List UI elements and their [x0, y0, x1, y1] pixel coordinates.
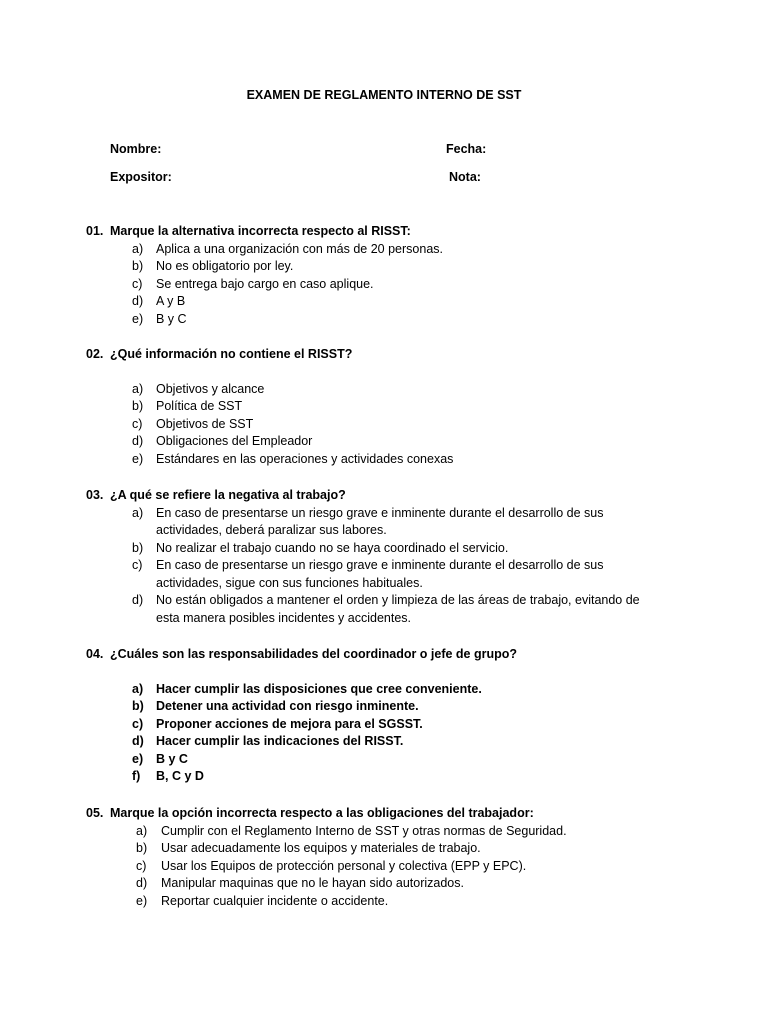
option-b: b) No es obligatorio por ley. [132, 259, 294, 273]
option-e: e) Reportar cualquier incidente o accidente. [136, 893, 389, 908]
option-b: b) Detener una actividad con riesgo inminente. [132, 699, 419, 713]
question-text: ¿Qué información no contiene el RISST? [110, 347, 353, 361]
option-a: a) En caso de presentarse un riesgo grave e inminente durante el desarrollo de sus actividades, deberá paralizar sus labores. [132, 505, 604, 537]
question-number: 04. [86, 647, 104, 661]
option-d: d) A y B [132, 294, 186, 308]
question-number: 01. [86, 224, 104, 238]
option-d: d) Obligaciones del Empleador [132, 434, 313, 448]
question-text: Marque la alternativa incorrecta respecto al RISST: [110, 224, 411, 238]
question-number: 02. [86, 347, 104, 361]
option-b: b) No realizar el trabajo cuando no se haya coordinado el servicio. [132, 540, 509, 555]
option-f: f) B, C y D [132, 769, 204, 783]
nombre-label: Nombre: [110, 142, 162, 156]
option-c: c) Usar los Equipos de protección personal y colectiva (EPP y EPC). [136, 858, 527, 873]
question-5 [86, 805, 706, 910]
option-a: a) Hacer cumplir las disposiciones que cree conveniente. [132, 681, 482, 696]
option-c: c) Proponer acciones de mejora para el SGSST. [132, 716, 423, 731]
option-a: a) Cumplir con el Reglamento Interno de SST y otras normas de Seguridad. [136, 823, 567, 838]
fecha-label: Fecha: [446, 142, 487, 156]
question-3 [86, 487, 706, 627]
option-b: b) Política de SST [132, 399, 243, 413]
option-d: d) No están obligados a mantener el orden y limpieza de las áreas de trabajo, evitando de esta manera posibles incidentes y accidentes. [132, 593, 640, 625]
option-a: a) Aplica a una organización con más de 20 personas. [132, 241, 443, 256]
question-4 [86, 646, 706, 786]
option-d: d) Manipular maquinas que no le hayan sido autorizados. [136, 876, 464, 890]
question-text: Marque la opción incorrecta respecto a las obligaciones del trabajador: [110, 806, 534, 820]
option-e: e) B y C [132, 751, 188, 766]
question-text: ¿Cuáles son las responsabilidades del coordinador o jefe de grupo? [110, 647, 518, 661]
question-1 [86, 223, 706, 328]
question-number: 03. [86, 488, 104, 502]
nota-label: Nota: [449, 170, 481, 184]
option-b: b) Usar adecuadamente los equipos y materiales de trabajo. [136, 841, 481, 855]
question-text: ¿A qué se refiere la negativa al trabajo? [110, 488, 346, 502]
option-d: d) Hacer cumplir las indicaciones del RISST. [132, 734, 404, 748]
option-a: a) Objetivos y alcance [132, 381, 265, 396]
option-c: c) En caso de presentarse un riesgo grave e inminente durante el desarrollo de sus actividades, sigue con sus funciones habituales. [132, 558, 604, 590]
exam-title: EXAMEN DE REGLAMENTO INTERNO DE SST [246, 88, 522, 102]
option-c: c) Se entrega bajo cargo en caso aplique. [132, 276, 374, 291]
option-e: e) B y C [132, 311, 187, 326]
question-number: 05. [86, 806, 104, 820]
question-2 [86, 346, 706, 468]
expositor-label: Expositor: [110, 170, 172, 184]
option-c: c) Objetivos de SST [132, 416, 254, 431]
option-e: e) Estándares en las operaciones y actividades conexas [132, 451, 454, 466]
